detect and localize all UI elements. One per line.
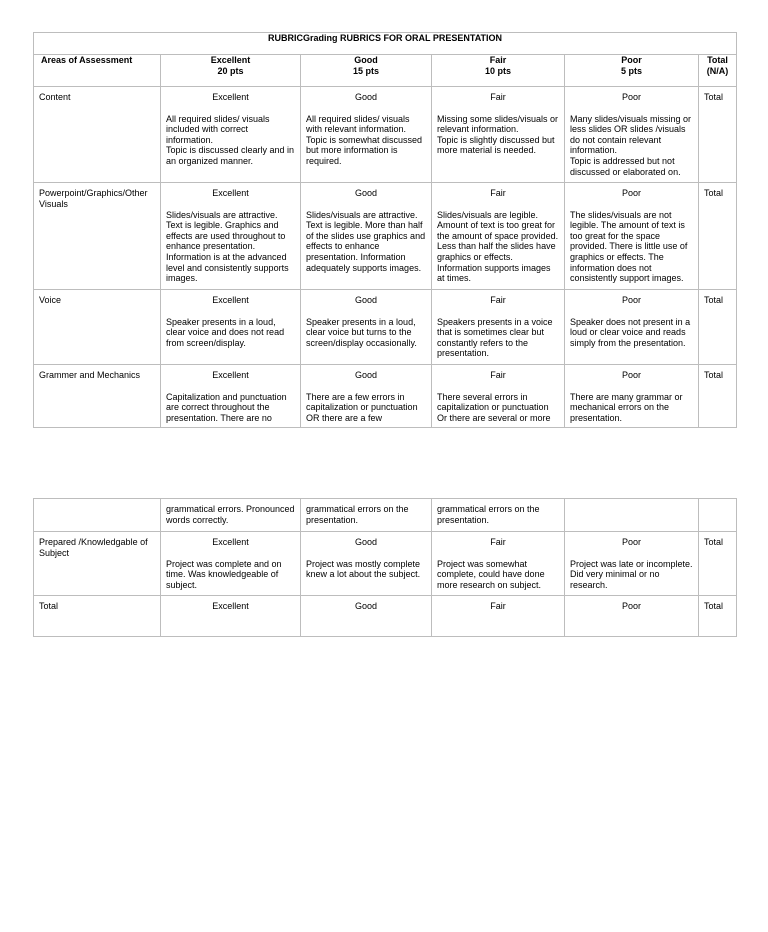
- criteria-text: grammatical errors on the presentation.: [306, 504, 409, 525]
- rating-label: Good: [354, 92, 378, 102]
- area-label-empty: [34, 499, 161, 532]
- criteria-text: Missing some slides/visuals or relevant information. Topic is slightly discussed but more material is needed.: [437, 113, 559, 156]
- rating-label: Poor: [621, 537, 641, 547]
- cell-excellent: [161, 532, 301, 596]
- cell-fair: [432, 596, 565, 637]
- criteria-text: Project was late or incomplete. Did very minimal or no research.: [570, 558, 693, 590]
- cell-fair: [432, 365, 565, 428]
- rating-label: Good: [354, 601, 378, 611]
- rating-label: Poor: [621, 370, 641, 380]
- table-row-total: [34, 596, 737, 637]
- cell-excellent: [161, 365, 301, 428]
- table-row: [34, 532, 737, 596]
- rating-label: Excellent: [212, 92, 249, 102]
- rating-label: Fair: [490, 92, 506, 102]
- cell-good: [301, 290, 432, 365]
- area-label: Voice: [34, 290, 161, 365]
- rating-label: Excellent: [212, 601, 249, 611]
- criteria-text: Capitalization and punctuation are correct throughout the presentation. There are no: [166, 391, 287, 423]
- criteria-text: Project was mostly complete knew a lot about the subject.: [306, 558, 421, 580]
- rating-label: Poor: [621, 601, 641, 611]
- table-row: [34, 87, 737, 183]
- header-poor: Poor 5 pts: [565, 55, 699, 87]
- rating-label: Good: [354, 370, 378, 380]
- area-label: Grammer and Mechanics: [34, 365, 161, 428]
- cell-fair: [432, 87, 565, 183]
- criteria-text: Slides/visuals are attractive. Text is legible. More than half of the slides use graphics and effects to enhance presentation. Information adequately supports images.: [306, 209, 426, 273]
- rubric-table: [33, 32, 737, 428]
- cell-poor: [565, 365, 699, 428]
- criteria-text: All required slides/ visuals with relevant information. Topic is somewhat discussed but more information is required.: [306, 113, 423, 166]
- criteria-text: Speakers presents in a voice that is sometimes clear but constantly refers to the presentation.: [437, 316, 553, 359]
- cell-good: [301, 87, 432, 183]
- rating-label: Good: [354, 295, 378, 305]
- cell-fair: [432, 499, 565, 532]
- header-fair: Fair 10 pts: [432, 55, 565, 87]
- rubric-title: RUBRICGrading RUBRICS FOR ORAL PRESENTATION: [34, 33, 737, 55]
- title-row: [34, 33, 737, 55]
- table-row: [34, 365, 737, 428]
- cell-total: Total: [699, 290, 737, 365]
- criteria-text: Speaker presents in a loud, clear voice and does not read from screen/display.: [166, 316, 285, 348]
- header-total: Total (N/A): [699, 55, 737, 87]
- criteria-text: There are a few errors in capitalization or punctuation OR there are a few: [306, 391, 418, 423]
- area-label: Total: [34, 596, 161, 637]
- cell-total: Total: [699, 532, 737, 596]
- criteria-text: Speaker does not present in a loud or clear voice and reads simply from the presentation.: [570, 316, 691, 348]
- criteria-text: Project was somewhat complete, could have done more research on subject.: [437, 558, 545, 590]
- cell-good: [301, 532, 432, 596]
- rating-label: Fair: [490, 370, 506, 380]
- criteria-text: Slides/visuals are legible. Amount of text is too great for the amount of space provided. Less than half the slides have graphics or effects. Information supports images at times.: [437, 209, 559, 284]
- cell-good: [301, 596, 432, 637]
- criteria-text: Slides/visuals are attractive. Text is legible. Graphics and effects are used throughout to enhance presentation. Information is at the advanced level and consistently supports images.: [166, 209, 289, 284]
- rating-label: Excellent: [212, 370, 249, 380]
- cell-excellent: [161, 290, 301, 365]
- cell-fair: [432, 183, 565, 290]
- header-row: [34, 55, 737, 87]
- criteria-text: There are many grammar or mechanical errors on the presentation.: [570, 391, 683, 423]
- cell-good: [301, 499, 432, 532]
- header-areas: Areas of Assessment: [34, 55, 161, 87]
- area-label: Content: [34, 87, 161, 183]
- cell-total: Total: [699, 365, 737, 428]
- table-row-continued: [34, 499, 737, 532]
- criteria-text: The slides/visuals are not legible. The amount of text is too great for the space provided. There is little use of graphics or effects. The information does not consistently support images.: [570, 209, 688, 284]
- rating-label: Fair: [490, 537, 506, 547]
- cell-poor: [565, 499, 699, 532]
- criteria-text: Many slides/visuals missing or less slides OR slides /visuals do not contain relevant information. Topic is addressed but not discussed or elaborated on.: [570, 113, 692, 177]
- rating-label: Poor: [621, 295, 641, 305]
- cell-fair: [432, 290, 565, 365]
- criteria-text: grammatical errors. Pronounced words correctly.: [166, 504, 295, 525]
- cell-poor: [565, 596, 699, 637]
- rating-label: Fair: [490, 601, 506, 611]
- cell-excellent: [161, 596, 301, 637]
- cell-poor: [565, 290, 699, 365]
- criteria-text: There several errors in capitalization or punctuation Or there are several or more: [437, 391, 551, 423]
- criteria-text: All required slides/ visuals included with correct information. Topic is discussed clearly and in an organized manner.: [166, 113, 295, 166]
- rating-label: Fair: [490, 188, 506, 198]
- table-row: [34, 183, 737, 290]
- cell-total: Total: [699, 183, 737, 290]
- rating-label: Excellent: [212, 537, 249, 547]
- area-label: Prepared /Knowledgable of Subject: [34, 532, 161, 596]
- cell-poor: [565, 183, 699, 290]
- cell-good: [301, 183, 432, 290]
- rating-label: Good: [354, 537, 378, 547]
- header-excellent: Excellent 20 pts: [161, 55, 301, 87]
- criteria-text: Speaker presents in a loud, clear voice but turns to the screen/display occasionally.: [306, 316, 417, 348]
- rating-label: Fair: [490, 295, 506, 305]
- cell-fair: [432, 532, 565, 596]
- cell-total: Total: [699, 87, 737, 183]
- rating-label: Poor: [621, 92, 641, 102]
- criteria-text: grammatical errors on the presentation.: [437, 504, 540, 525]
- area-label: Powerpoint/Graphics/Other Visuals: [34, 183, 161, 290]
- criteria-text: Project was complete and on time. Was knowledgeable of subject.: [166, 558, 282, 590]
- table-row: [34, 290, 737, 365]
- cell-good: [301, 365, 432, 428]
- rubric-table-continued: [33, 498, 737, 637]
- cell-total: Total: [699, 596, 737, 637]
- rating-label: Excellent: [212, 295, 249, 305]
- cell-total: [699, 499, 737, 532]
- rating-label: Poor: [621, 188, 641, 198]
- cell-poor: [565, 532, 699, 596]
- rating-label: Excellent: [212, 188, 249, 198]
- cell-poor: [565, 87, 699, 183]
- cell-excellent: [161, 499, 301, 532]
- cell-excellent: [161, 183, 301, 290]
- cell-excellent: [161, 87, 301, 183]
- header-good: Good 15 pts: [301, 55, 432, 87]
- rating-label: Good: [354, 188, 378, 198]
